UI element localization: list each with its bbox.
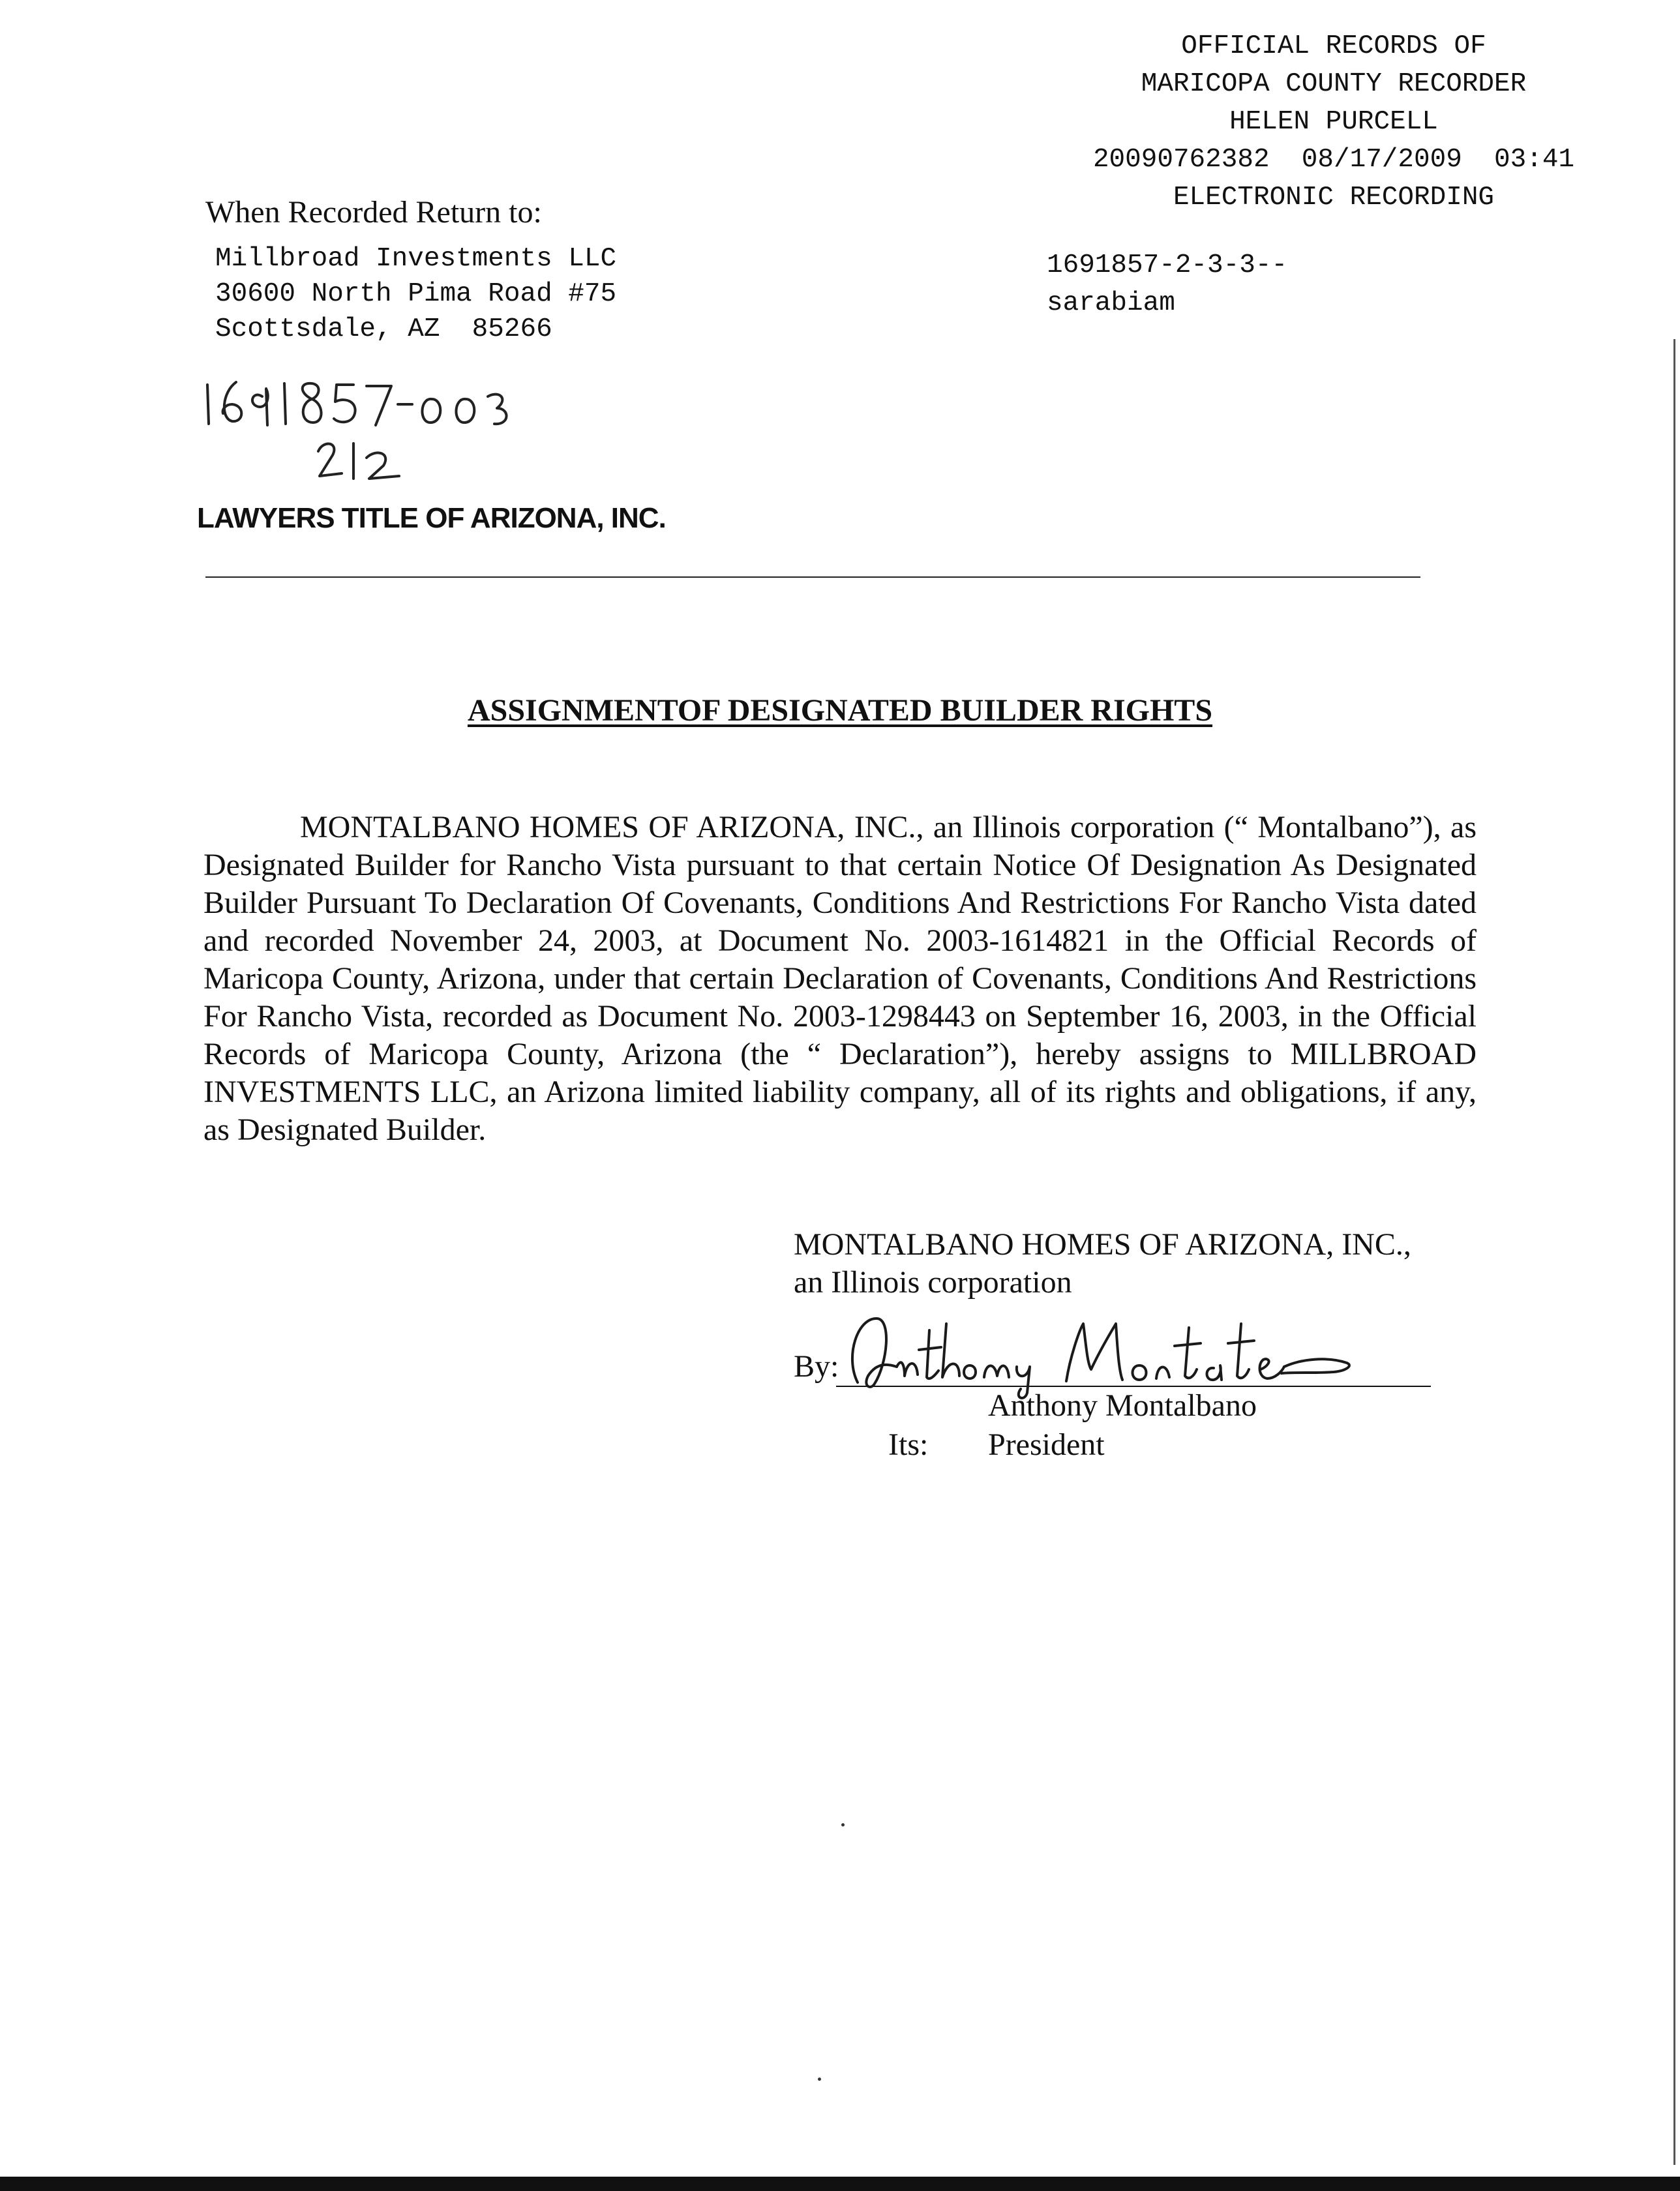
handwritten-initials [313,436,411,483]
recording-clerk-id: sarabiam [1047,288,1175,318]
return-city: Scottsdale, AZ 85266 [215,314,552,344]
return-address [215,241,616,347]
return-street: 30600 North Pima Road #75 [215,279,617,309]
scan-speck [841,1823,845,1826]
recorder-line-official-records: OFFICIAL RECORDS OF [1181,31,1486,61]
document-title: ASSIGNMENTOF DESIGNATED BUILDER RIGHTS [467,693,1213,728]
scan-bottom-border [0,2177,1680,2191]
signatory-company: MONTALBANO HOMES OF ARIZONA, INC., [794,1227,1411,1262]
signatory-company-description: an Illinois corporation [794,1265,1072,1300]
its-label: Its: [888,1427,929,1462]
handwritten-order-number [202,373,541,430]
recording-order-code: 1691857-2-3-3-- [1047,250,1288,280]
title-company-stamp: LAWYERS TITLE OF ARIZONA, INC. [197,502,666,534]
recorder-line-electronic: ELECTRONIC RECORDING [1173,183,1495,213]
by-label: By: [794,1349,839,1384]
return-to-label: When Recorded Return to: [205,195,542,230]
signer-name: Anthony Montalbano [988,1388,1257,1423]
recorder-line-recorder-name: HELEN PURCELL [1229,107,1438,137]
header-divider [205,576,1420,578]
recorder-line-county: MARICOPA COUNTY RECORDER [1141,69,1527,99]
return-name: Millbroad Investments LLC [215,244,617,274]
signer-title: President [988,1427,1105,1462]
assignment-body-paragraph: MONTALBANO HOMES OF ARIZONA, INC., an Illinois corporation (“ Montalbano”), as Designated Builder for Rancho Vista pursuant to that certain Notice Of Designation As Designated Builder Pursuant To Declaration Of Covenants, Conditions And Restrictions For Rancho Vista dated and recorded November 24, 2003, at Document No. 2003-1614821 in the Official Records of Maricopa County, Arizona, under that certain Declaration of Covenants, Conditions And Restrictions For Rancho Vista, recorded as Document No. 2003-1298443 on September 16, 2003, in the Official Records of Maricopa County, Arizona (the “ Declaration”), hereby assigns to MILLBROAD INVESTMENTS LLC, an Arizona limited liability company, all of its rights and obligations, if any, as Designated Builder. [203,810,1477,1147]
scan-speck [818,2078,821,2081]
recorder-stamp [1034,27,1634,216]
recording-reference [1047,246,1287,322]
signature-block [794,1226,1411,1302]
recorder-line-doc-number-date: 20090762382 08/17/2009 03:41 [1092,145,1575,175]
scan-edge-line [1673,339,1675,2165]
